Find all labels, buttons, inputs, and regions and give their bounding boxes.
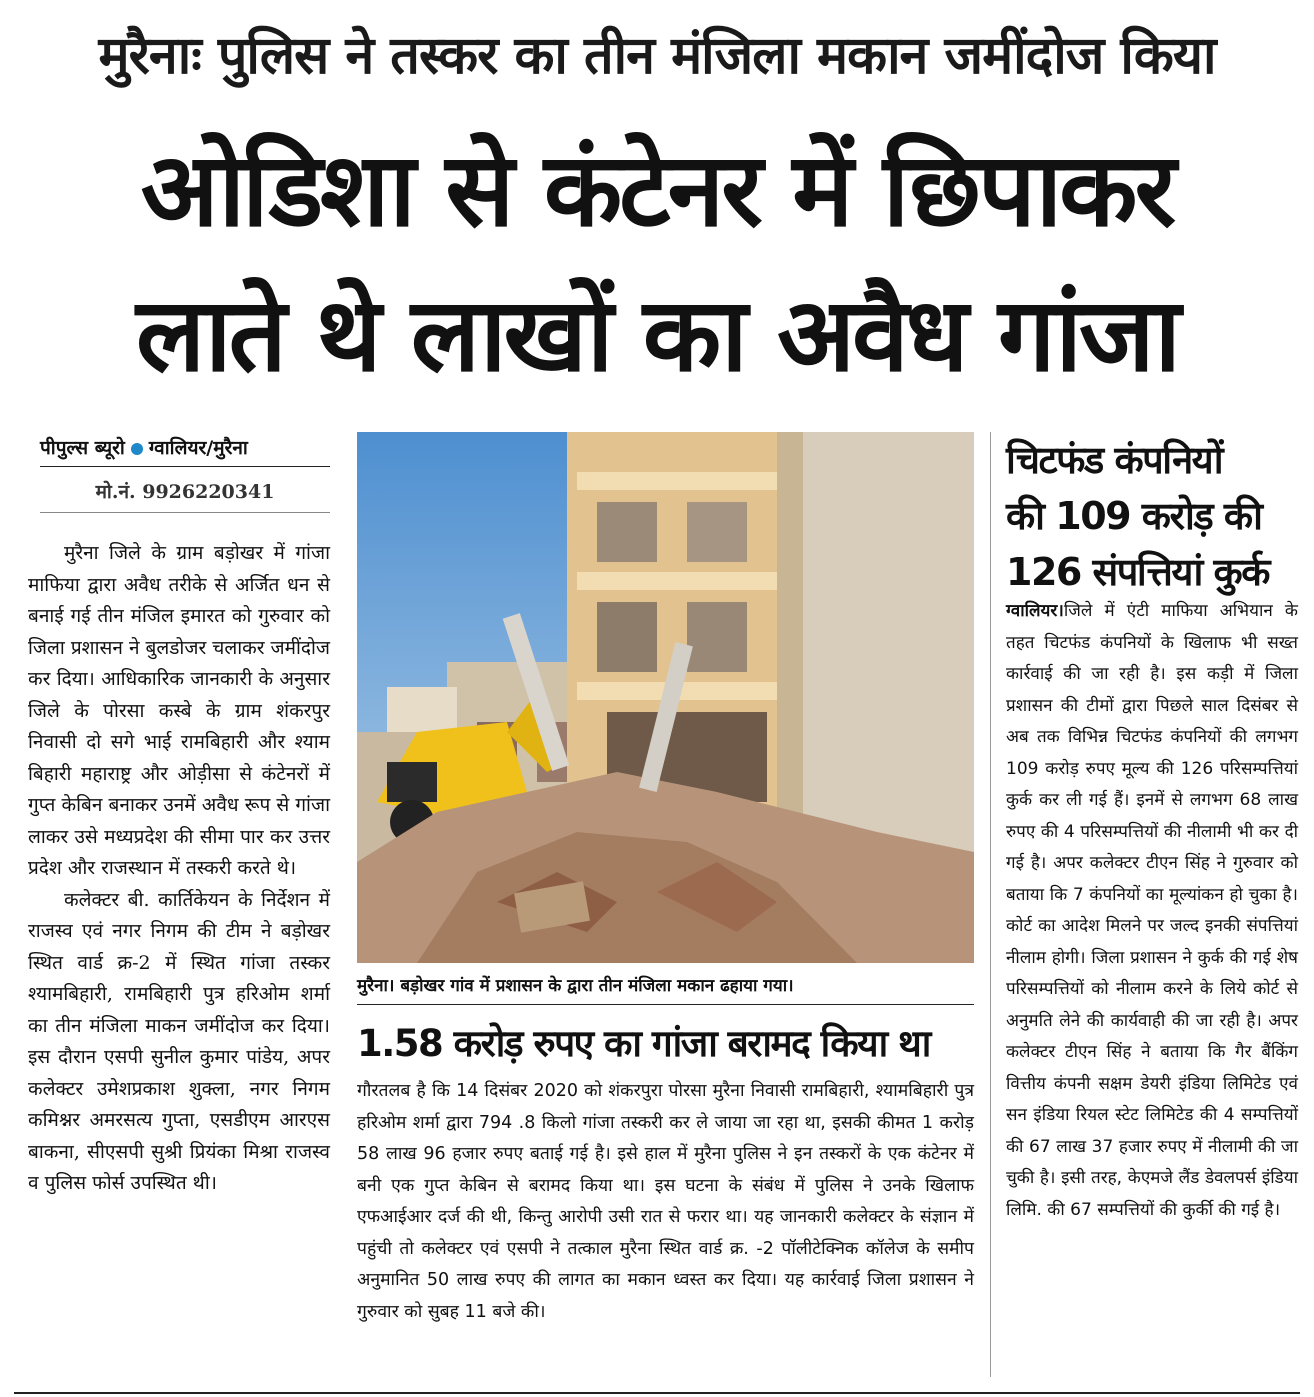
- sidebar-headline-line-3: 126 संपत्तियां कुर्क: [1006, 550, 1269, 594]
- news-photo: [357, 432, 974, 963]
- byline: [40, 434, 330, 467]
- bottom-rule: [14, 1392, 1300, 1394]
- bullet-dot-icon: [131, 443, 143, 455]
- kicker-headline: मुरैनाः पुलिस ने तस्कर का तीन मंजिला मकान जमींदोज किया: [98, 26, 1216, 86]
- column-divider: [990, 432, 991, 1377]
- sidebar-body: [1006, 596, 1298, 1226]
- middle-body: [357, 1076, 974, 1328]
- byline-bureau: पीपुल्स ब्यूरो: [40, 437, 125, 459]
- sidebar-headline-line-1: चिटफंड कंपनियों: [1006, 438, 1223, 482]
- sidebar-headline: [1006, 432, 1298, 600]
- sidebar-dateline: ग्वालियर।: [1006, 601, 1064, 621]
- sidebar-paragraph: [1006, 596, 1298, 1226]
- middle-paragraph: गौरतलब है कि 14 दिसंबर 2020 को शंकरपुरा पोरसा मुरैना निवासी रामबिहारी, श्यामबिहारी पुत्र हरिओम शर्मा द्वारा 794 .8 किलो गांजा तस्करी कर ले जाया जा रहा था, इसकी कीमत 1 करोड़ 58 लाख 96 हजार रुपए बताई गई है। इसे हाल में मुरैना पुलिस ने इन तस्करों के एक कंटेनर में बनी एक गुप्त केबिन से बरामद किया था। इस घटना के संबंध में पुलिस ने उनके खिलाफ एफआईआर दर्ज की थी, किन्तु आरोपी उसी रात से फरार था। यह जानकारी कलेक्टर के संज्ञान में पहुंची तो कलेक्टर एवं एसपी ने तत्काल मुरैना स्थित वार्ड क्र. -2 पॉलीटेक्निक कॉलेज के समीप अनुमानित 50 लाख रुपए की लागत का मकान ध्वस्त कर दिया। यह कार्रवाई जिला प्रशासन ने गुरुवार को सुबह 11 बजे की।: [357, 1081, 974, 1322]
- middle-subhead: 1.58 करोड़ रुपए का गांजा बरामद किया था: [357, 1022, 930, 1065]
- left-paragraph-2: कलेक्टर बी. कार्तिकेयन के निर्देशन में राजस्व एवं नगर निगम की टीम ने बड़ोखर स्थित वार्ड क्र-2 में स्थित गांजा तस्कर श्यामबिहारी, रामबिहारी पुत्र हरिओम शर्मा का तीन मंजिला माकन जमींदोज कर दिया। इस दौरान एसपी सुनील कुमार पांडेय, अपर कलेक्टर उमेशप्रकाश शुक्ला, नगर निगम कमिश्नर अमरसत्य गुप्ता, एसडीएम आरएस बाकना, सीएसपी सुश्री प्रियंका मिश्रा राजस्व व पुलिस फोर्स उपस्थित थी।: [28, 888, 330, 1194]
- main-headline-line-2: लाते थे लाखों का अवैध गांजा: [136, 276, 1178, 395]
- sidebar-headline-line-2: की 109 करोड़ की: [1006, 494, 1262, 538]
- byline-place: ग्वालियर/मुरैना: [148, 437, 248, 459]
- main-headline-line-1: ओडिशा से कंटेनर में छिपाकर: [140, 131, 1174, 250]
- demolition-photo-illustration: [357, 432, 974, 963]
- left-paragraph-1: मुरैना जिले के ग्राम बड़ोखर में गांजा माफिया द्वारा अवैध तरीके से अर्जित धन से बनाई गई तीन मंजिल इमारत को गुरुवार को जिला प्रशासन ने बुलडोजर चलाकर जमींदोज कर दिया। आधिकारिक जानकारी के अनुसार जिले के पोरसा कस्बे के ग्राम शंकरपुर निवासी दो सगे भाई रामबिहारी और श्याम बिहारी महाराष्ट्र और ओड़ीसा से कंटेनरों में गुप्त केबिन बनाकर उनमें अवैध रूप से गांजा लाकर उसे मध्यप्रदेश की सीमा पार कर उत्तर प्रदेश और राजस्थान में तस्करी करते थे।: [28, 542, 331, 879]
- photo-caption: मुरैना। बड़ोखर गांव में प्रशासन के द्वारा तीन मंजिला मकान ढहाया गया।: [357, 973, 974, 1005]
- byline-phone: मो.नं. 9926220341: [40, 478, 330, 513]
- sidebar-text: जिले में एंटी माफिया अभियान के तहत चिटफंड कंपनियों के खिलाफ भी सख्त कार्रवाई की जा रही है। इस कड़ी में जिला प्रशासन की टीमों द्वारा पिछले साल दिसंबर से अब तक विभिन्न चिटफंड कंपनियों की लगभग 109 करोड़ रुपए मूल्य की 126 परिसम्पत्तियां कुर्क कर ली गई हैं। इनमें से लगभग 68 लाख रुपए की 4 परिसम्पत्तियों की नीलामी भी कर दी गई है। अपर कलेक्टर टीएन सिंह ने गुरुवार को बताया कि 7 कंपनियों का मूल्यांकन हो चुका है। कोर्ट का आदेश मिलने पर जल्द इनकी संपत्तियां नीलाम होगी। जिला प्रशासन ने कुर्क की गई शेष परिसम्पत्तियों को नीलाम करने के लिये कोर्ट से अनुमति लेने की कार्यवाही की जा रही है। अपर कलेक्टर टीएन सिंह ने बताया कि गैर बैंकिंग वित्तीय कंपनी सक्षम डेयरी इंडिया लिमिटेड एवं सन इंडिया रियल स्टेट लिमिटेड की 4 सम्पत्तियों की 67 लाख 37 हजार रुपए में नीलामी की जा चुकी है। इसी तरह, केएमजे लैंड डेवलपर्स इंडिया लिमि. की 67 सम्पत्तियों की कुर्की की गई है।: [1006, 601, 1298, 1220]
- left-column: [28, 538, 330, 1200]
